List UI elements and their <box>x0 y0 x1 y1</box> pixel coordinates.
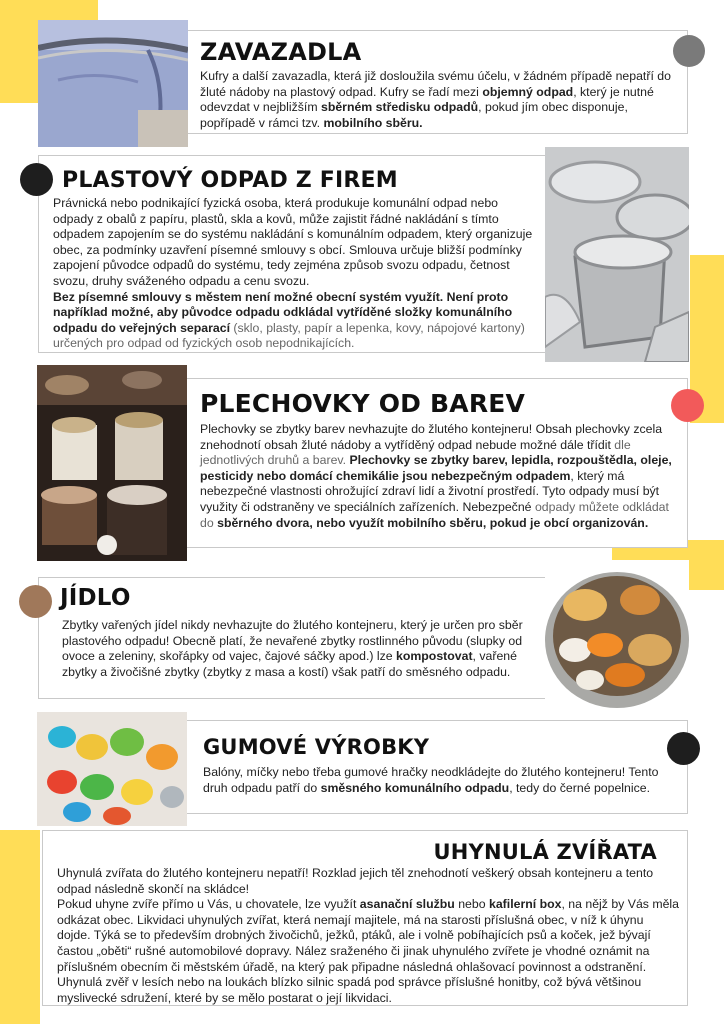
red-dot-marker <box>671 389 704 422</box>
yellow-accent-bottom-left <box>0 830 40 1024</box>
rubber-toys-photo <box>37 712 187 826</box>
section-zavazadla-text: Kufry a další zavazadla, která již dosloužila svému účelu, v žádném případě nepatří do žluté nádoby na plastový odpad. Kufry se řadí mezi objemný odpad, který je nutné odevzdat v nejbližším sběrném středisku odpadů, pokud jím obec disponuje, popřípadě v rámci tzv. mobilního sběru. <box>200 69 671 130</box>
black-dot-marker <box>20 163 53 196</box>
section-plast-title: PLASTOVÝ ODPAD Z FIREM <box>62 168 398 193</box>
black-dot-marker-2 <box>667 732 700 765</box>
suitcase-photo <box>38 20 188 147</box>
section-gumove-text: Balóny, míčky nebo třeba gumové hračky neodkládejte do žlutého kontejneru! Tento druh odpadu patří do směsného komunálního odpadu, tedy do černé popelnice. <box>203 765 659 795</box>
paint-cans-photo <box>37 365 187 561</box>
section-jidlo-title: JÍDLO <box>60 585 131 611</box>
section-jidlo-text: Zbytky vařených jídel nikdy nevhazujte do žlutého kontejneru, který je určen pro sběr plastového odpadu! Obecně platí, že nevařené zbytky rostlinného původu (slupky od ovoce a zeleniny, skořápky od vajec, čajové sáčky apod.) lze kompostovat, vařené zbytky a živočišné zbytky (zbytky z masa a kostí) však patří do směsného odpadu. <box>62 618 523 679</box>
plastic-containers-photo <box>545 147 689 362</box>
gray-dot-marker <box>673 35 705 67</box>
section-zavazadla-title: ZAVAZADLA <box>200 38 362 66</box>
food-waste-photo <box>545 560 689 710</box>
section-plast-text: Právnická nebo podnikající fyzická osoba, která produkuje komunální odpad nebo odpady z obalů z papíru, plastů, skla a kovů, může zajistit řádné nakládání s tímto odpadem zapojením se do systému nakládání s komunálním odpadem, který organizuje obec, za podmínky uzavření písemné smlouvy s obcí. Smlouva určuje bližší podmínky zapojení původce odpadů do systému, tedy zejména způsob svozu odpadu, četnost svozu, druhy sváženého odpadu a cenu svozu. Bez písemné smlouvy s městem není možné obecní systém využít. Není proto například možné, aby původce odpadu odkládal vytříděné složky komunálního odpadu do veřejných separací (sklo, plasty, papír a lepenka, kovy, nápojové kartony) určených pro odpad od fyzických osob nepodnikajících. <box>53 196 533 351</box>
section-gumove-title: GUMOVÉ VÝROBKY <box>203 735 430 759</box>
section-zvirata-title: UHYNULÁ ZVÍŘATA <box>433 840 657 864</box>
section-plechovky-text: Plechovky se zbytky barev nevhazujte do žlutého kontejneru! Obsah plechovky zcela znehodnotí obsah žluté nádoby a vytříděný odpad nebude možné dále třídit dle jednotlivých druhů a barev. Plechovky se zbytky barev, lepidla, rozpouštědla, oleje, pesticidy nebo domácí chemikálie jsou nebezpečným odpadem, který má nebezpečné vlastnosti ohrožující zdraví lidí a životní prostředí. Tyto odpady musí být využity či odstraněny ve speciálních zařízeních. Nebezpečné odpady můžete odkládat do sběrného dvora, nebo využít mobilního sběru, pokud je obcí organizován. <box>200 422 672 530</box>
section-plechovky-title: PLECHOVKY OD BAREV <box>200 389 526 418</box>
section-zvirata-text: Uhynulá zvířata do žlutého kontejneru nepatří! Rozklad jejich těl znehodnotí veškerý obsah kontejneru a tento odpad následně skončí na skládce! Pokud uhyne zvíře přímo u Vás, u chovatele, lze využít asanační službu nebo kafilerní box, na nějž by Vás měla odkázat obec. Likvidaci uhynulých zvířat, která nemají majitele, má na starosti příslušná obec, v níž k úhynu dojde. Týká se to především drobných živočichů, ježků, ptáků, ale i volně pobíhajících psů a koček, jež bývají častou „oběti“ rušné automobilové dopravy. Nález sraženého či jinak uhynulého zvířete je vhodné oznámit na příslušném obecním či městském úřadě, na který pak připadne následná ohlašovací povinnost a odstranění. Uhynulá zvěř v lesích nebo na loukách blízko silnic spadá pod správce příslušné honitby, což bývá většinou myslivecké sdružení, které by se mělo postarat o její likvidaci. <box>57 866 680 1005</box>
brown-dot-marker <box>19 585 52 618</box>
